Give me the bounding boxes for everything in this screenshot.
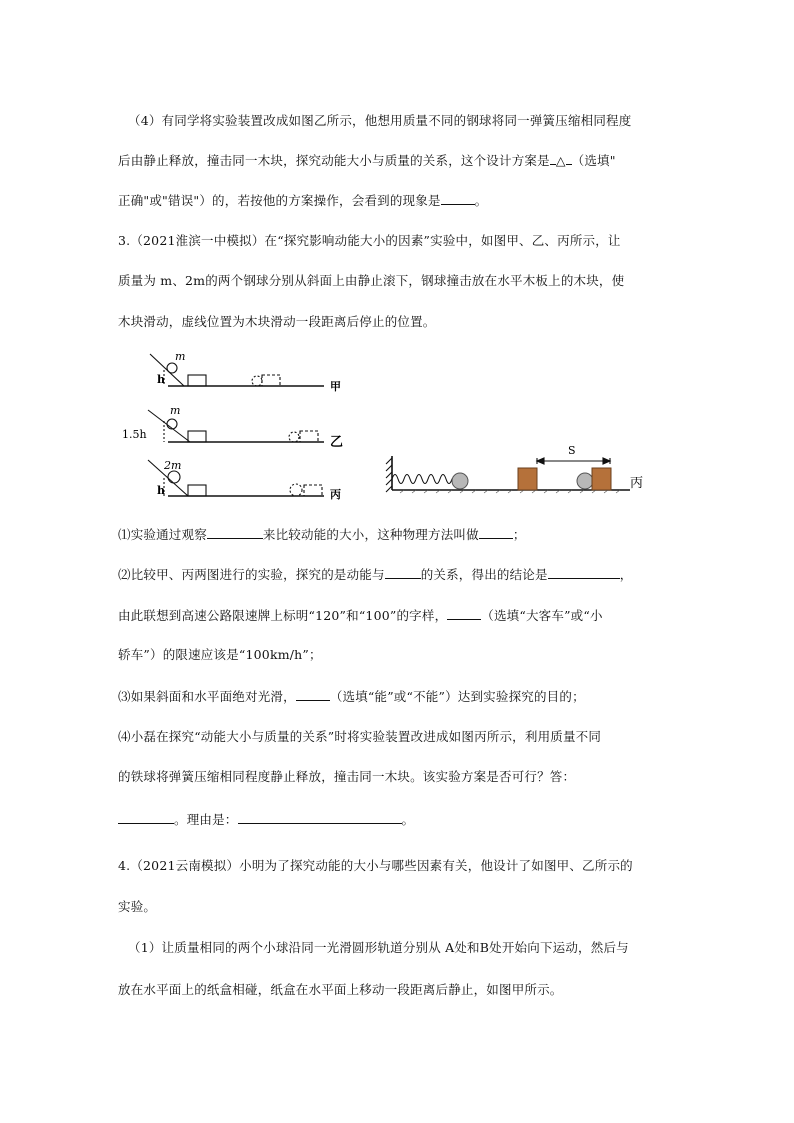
blank-mark: △ — [555, 153, 566, 168]
question-1 — [118, 526, 526, 543]
text-seg: （选填“大客车”或“小 — [481, 608, 603, 623]
text-seg: 。 — [474, 193, 488, 208]
label-bing: 丙 — [330, 488, 341, 500]
text-seg: ⑶如果斜面和水平面绝对光滑， — [118, 689, 296, 704]
answer-blank[interactable] — [238, 811, 402, 824]
problem-4-line-2: 实验。 — [118, 899, 157, 914]
wood-block — [518, 468, 537, 490]
answer-blank[interactable] — [441, 192, 475, 205]
label-jia: 甲 — [330, 380, 341, 393]
text-seg: ； — [512, 527, 526, 542]
steel-ball — [577, 473, 593, 489]
answer-blank[interactable] — [207, 526, 263, 539]
text-seg: （选填" — [571, 153, 616, 168]
label-distance: S — [568, 444, 576, 457]
question-4-cont: 的铁球将弹簧压缩相同程度静止释放，撞击同一木块。该实验方案是否可行？答： — [118, 769, 576, 784]
text-seg: 。 — [401, 812, 415, 827]
label-height: 1.5h — [122, 428, 147, 441]
text-seg: （选填“能”或“不能”）达到实验探究的目的； — [329, 689, 585, 704]
problem-3-line-1: 3.（2021淮滨一中模拟）在“探究影响动能大小的因素”实验中，如图甲、乙、丙所示，让 — [118, 233, 621, 248]
label-yi: 乙 — [330, 435, 344, 450]
label-bing-spring: 丙 — [630, 476, 644, 491]
text-seg: 由此联想到高速公路限速牌上标明“120”和“100”的字样， — [118, 608, 448, 623]
text-line-4-3 — [118, 192, 487, 209]
label-height: h — [157, 373, 165, 386]
label-height: h — [157, 484, 165, 497]
text-seg: 来比较动能的大小，这种物理方法叫做 — [262, 527, 479, 542]
problem-4-line-3: （1）让质量相同的两个小球沿同一光滑圆形轨道分别从 A处和B处开始向下运动，然后与 — [128, 940, 629, 955]
text-seg: 后由静止释放，撞击同一木块，探究动能大小与质量的关系，这个设计方案是 — [118, 153, 550, 168]
answer-blank[interactable] — [296, 688, 330, 701]
text-seg: ⑴实验通过观察 — [118, 527, 207, 542]
wood-block — [592, 468, 611, 490]
problem-4-line-4: 放在水平面上的纸盒相碰，纸盒在水平面上移动一段距离后静止，如图甲所示。 — [118, 982, 563, 997]
text-seg: 正确"或"错误"）的，若按他的方案操作，会看到的现象是 — [118, 193, 441, 208]
text-seg: ， — [619, 567, 633, 582]
answer-blank[interactable] — [385, 566, 421, 579]
question-2-cont — [118, 607, 603, 624]
text-line-4-2 — [118, 152, 616, 169]
answer-blank[interactable] — [548, 566, 620, 579]
answer-blank[interactable] — [118, 811, 174, 824]
question-4: ⑷小磊在探究“动能大小与质量的关系”时将实验装置改进成如图丙所示，利用质量不同 — [118, 729, 602, 744]
answer-blank[interactable] — [479, 526, 513, 539]
label-mass: 2m — [164, 459, 182, 472]
problem-3-line-3: 木块滑动，虚线位置为木块滑动一段距离后停止的位置。 — [118, 314, 436, 329]
text-seg: ⑵比较甲、丙两图进行的实验，探究的是动能与 — [118, 567, 385, 582]
label-mass: m — [170, 404, 181, 417]
question-2-end: 轿车”）的限速应该是“100km/h”； — [118, 647, 322, 662]
answer-blank[interactable] — [447, 607, 481, 620]
text-seg: 的关系，得出的结论是 — [420, 567, 548, 582]
experiment-figure — [0, 350, 794, 500]
text-line-4-1: （4）有同学将实验装置改成如图乙所示，他想用质量不同的钢球将同一弹簧压缩相同程度 — [128, 113, 632, 128]
steel-ball — [452, 473, 468, 489]
question-4-answer — [118, 811, 414, 828]
problem-3-line-2: 质量为 m、2m的两个钢球分别从斜面上由静止滚下，钢球撞击放在水平木板上的木块，使 — [118, 273, 625, 288]
question-2 — [118, 566, 632, 583]
text-seg: 。理由是： — [174, 812, 238, 827]
label-mass: m — [175, 350, 186, 363]
problem-4-line-1: 4.（2021云南模拟）小明为了探究动能的大小与哪些因素有关，他设计了如图甲、乙所示的 — [118, 858, 633, 873]
question-3 — [118, 688, 585, 705]
